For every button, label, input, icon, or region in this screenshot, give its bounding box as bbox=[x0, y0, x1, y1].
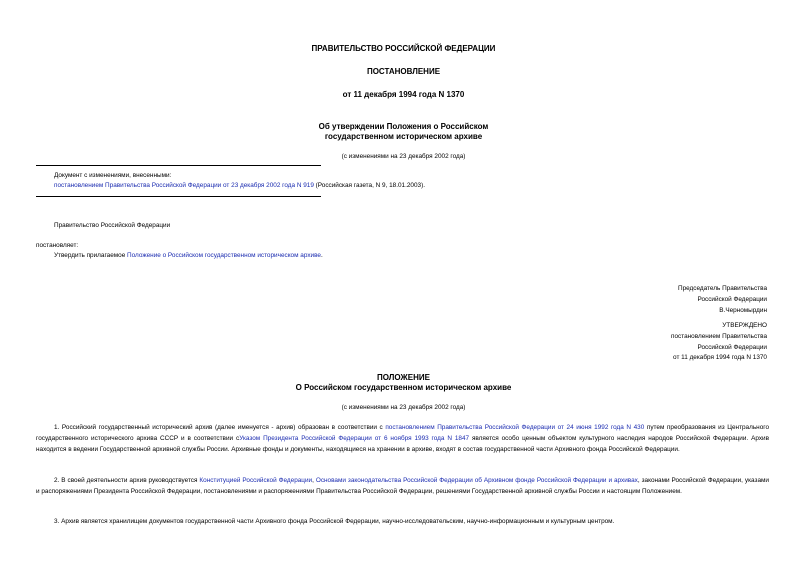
p2-text-a: 2. В своей деятельности архив руководствуется bbox=[54, 477, 200, 484]
p3-text: 3. Архив является хранилищем документов государственной части Архивного фонда Российской Федерации, научно-исследовательским, научно-информационным и культурным центром. bbox=[54, 518, 615, 525]
regulation-link[interactable]: Положение о Российском государственном историческом архиве bbox=[127, 252, 321, 259]
divider-top bbox=[36, 165, 321, 166]
p2-text-c: , законами Российской Федерации, указами и распоряжениями Президента Российской Федерации, постановлениями и распоряжениями Правительства Российской Федерации, решениями Государственной архивной службы России и настоящим Положением. bbox=[36, 477, 769, 495]
regulation-changes: (с изменениями на 23 декабря 2002 года) bbox=[341, 404, 466, 411]
p1-text-c: является особо ценным объектом культурного наследия народов Российской Федерации. Архив находится в ведении Государственной архивной службы России. Архивные фонды и документы, находящиеся на хранении в архиве, входят в состав государственной части Архивного фонда Российской Федерации. bbox=[36, 434, 770, 453]
decides-text: постановляет: bbox=[36, 242, 79, 249]
amendments-label: Документ с изменениями, внесенными: bbox=[54, 172, 172, 179]
p1-link-ukaz-1847[interactable]: Указом Президента Российской Федерации от 6 ноября 1993 года N 1847 bbox=[239, 434, 470, 442]
regulation-title: ПОЛОЖЕНИЕ bbox=[377, 373, 430, 382]
doc-title-line2: государственном историческом архиве bbox=[324, 132, 483, 141]
signature-line1: Председатель Правительства bbox=[678, 285, 767, 292]
changes-note: (с изменениями на 23 декабря 2002 года) bbox=[341, 153, 466, 160]
approve-suffix: . bbox=[320, 252, 323, 259]
paragraph-2 bbox=[36, 476, 769, 498]
approved-line1: УТВЕРЖДЕНО bbox=[722, 322, 767, 329]
divider-bottom bbox=[36, 196, 321, 197]
amendment-link[interactable]: постановлением Правительства Российской Федерации от 23 декабря 2002 года N 919 bbox=[54, 182, 314, 189]
p1-link-decree-430[interactable]: постановлением Правительства Российской Федерации от 24 июня 1992 года N 430 bbox=[385, 424, 645, 431]
regulation-subtitle: О Российском государственном историческом архиве bbox=[295, 383, 512, 392]
doc-date: от 11 декабря 1994 года N 1370 bbox=[342, 90, 465, 99]
signature-line3: В.Черномырдин bbox=[719, 306, 767, 314]
doc-type-heading: ПОСТАНОВЛЕНИЕ bbox=[366, 67, 441, 76]
issuer-text: Правительство Российской Федерации bbox=[54, 222, 171, 229]
amendments-entry bbox=[54, 182, 425, 189]
government-heading: ПРАВИТЕЛЬСТВО РОССИЙСКОЙ ФЕДЕРАЦИИ bbox=[311, 44, 496, 53]
signature-block bbox=[678, 284, 767, 316]
approved-line2: постановлением Правительства bbox=[671, 332, 767, 340]
p2-text-b: , bbox=[312, 477, 316, 484]
paragraph-3 bbox=[36, 517, 769, 528]
approved-line4: от 11 декабря 1994 года N 1370 bbox=[673, 354, 767, 362]
p2-link-constitution[interactable]: Конституцией Российской Федерации bbox=[199, 477, 313, 484]
p2-link-archive-law[interactable]: Основами законодательства Российской Федерации об Архивном фонде Российской Федерации и архивах bbox=[315, 477, 638, 484]
approved-block bbox=[671, 321, 767, 364]
signature-line2: Российской Федерации bbox=[697, 295, 767, 303]
amendment-source: (Российская газета, N 9, 18.01.2003). bbox=[313, 182, 425, 189]
doc-title-line1: Об утверждении Положения о Российском bbox=[318, 122, 489, 131]
paragraph-1 bbox=[36, 423, 769, 455]
approved-line3: Российской Федерации bbox=[697, 343, 767, 351]
approve-prefix: Утвердить прилагаемое bbox=[54, 252, 128, 259]
p1-text-a: 1. Российский государственный исторический архив (далее именуется - архив) образован в соответствии с bbox=[54, 424, 386, 431]
p1-text-b: путем преобразования из Центрального государственного исторического архива СССР и в соответствии с bbox=[36, 424, 769, 442]
approve-sentence bbox=[54, 252, 323, 259]
